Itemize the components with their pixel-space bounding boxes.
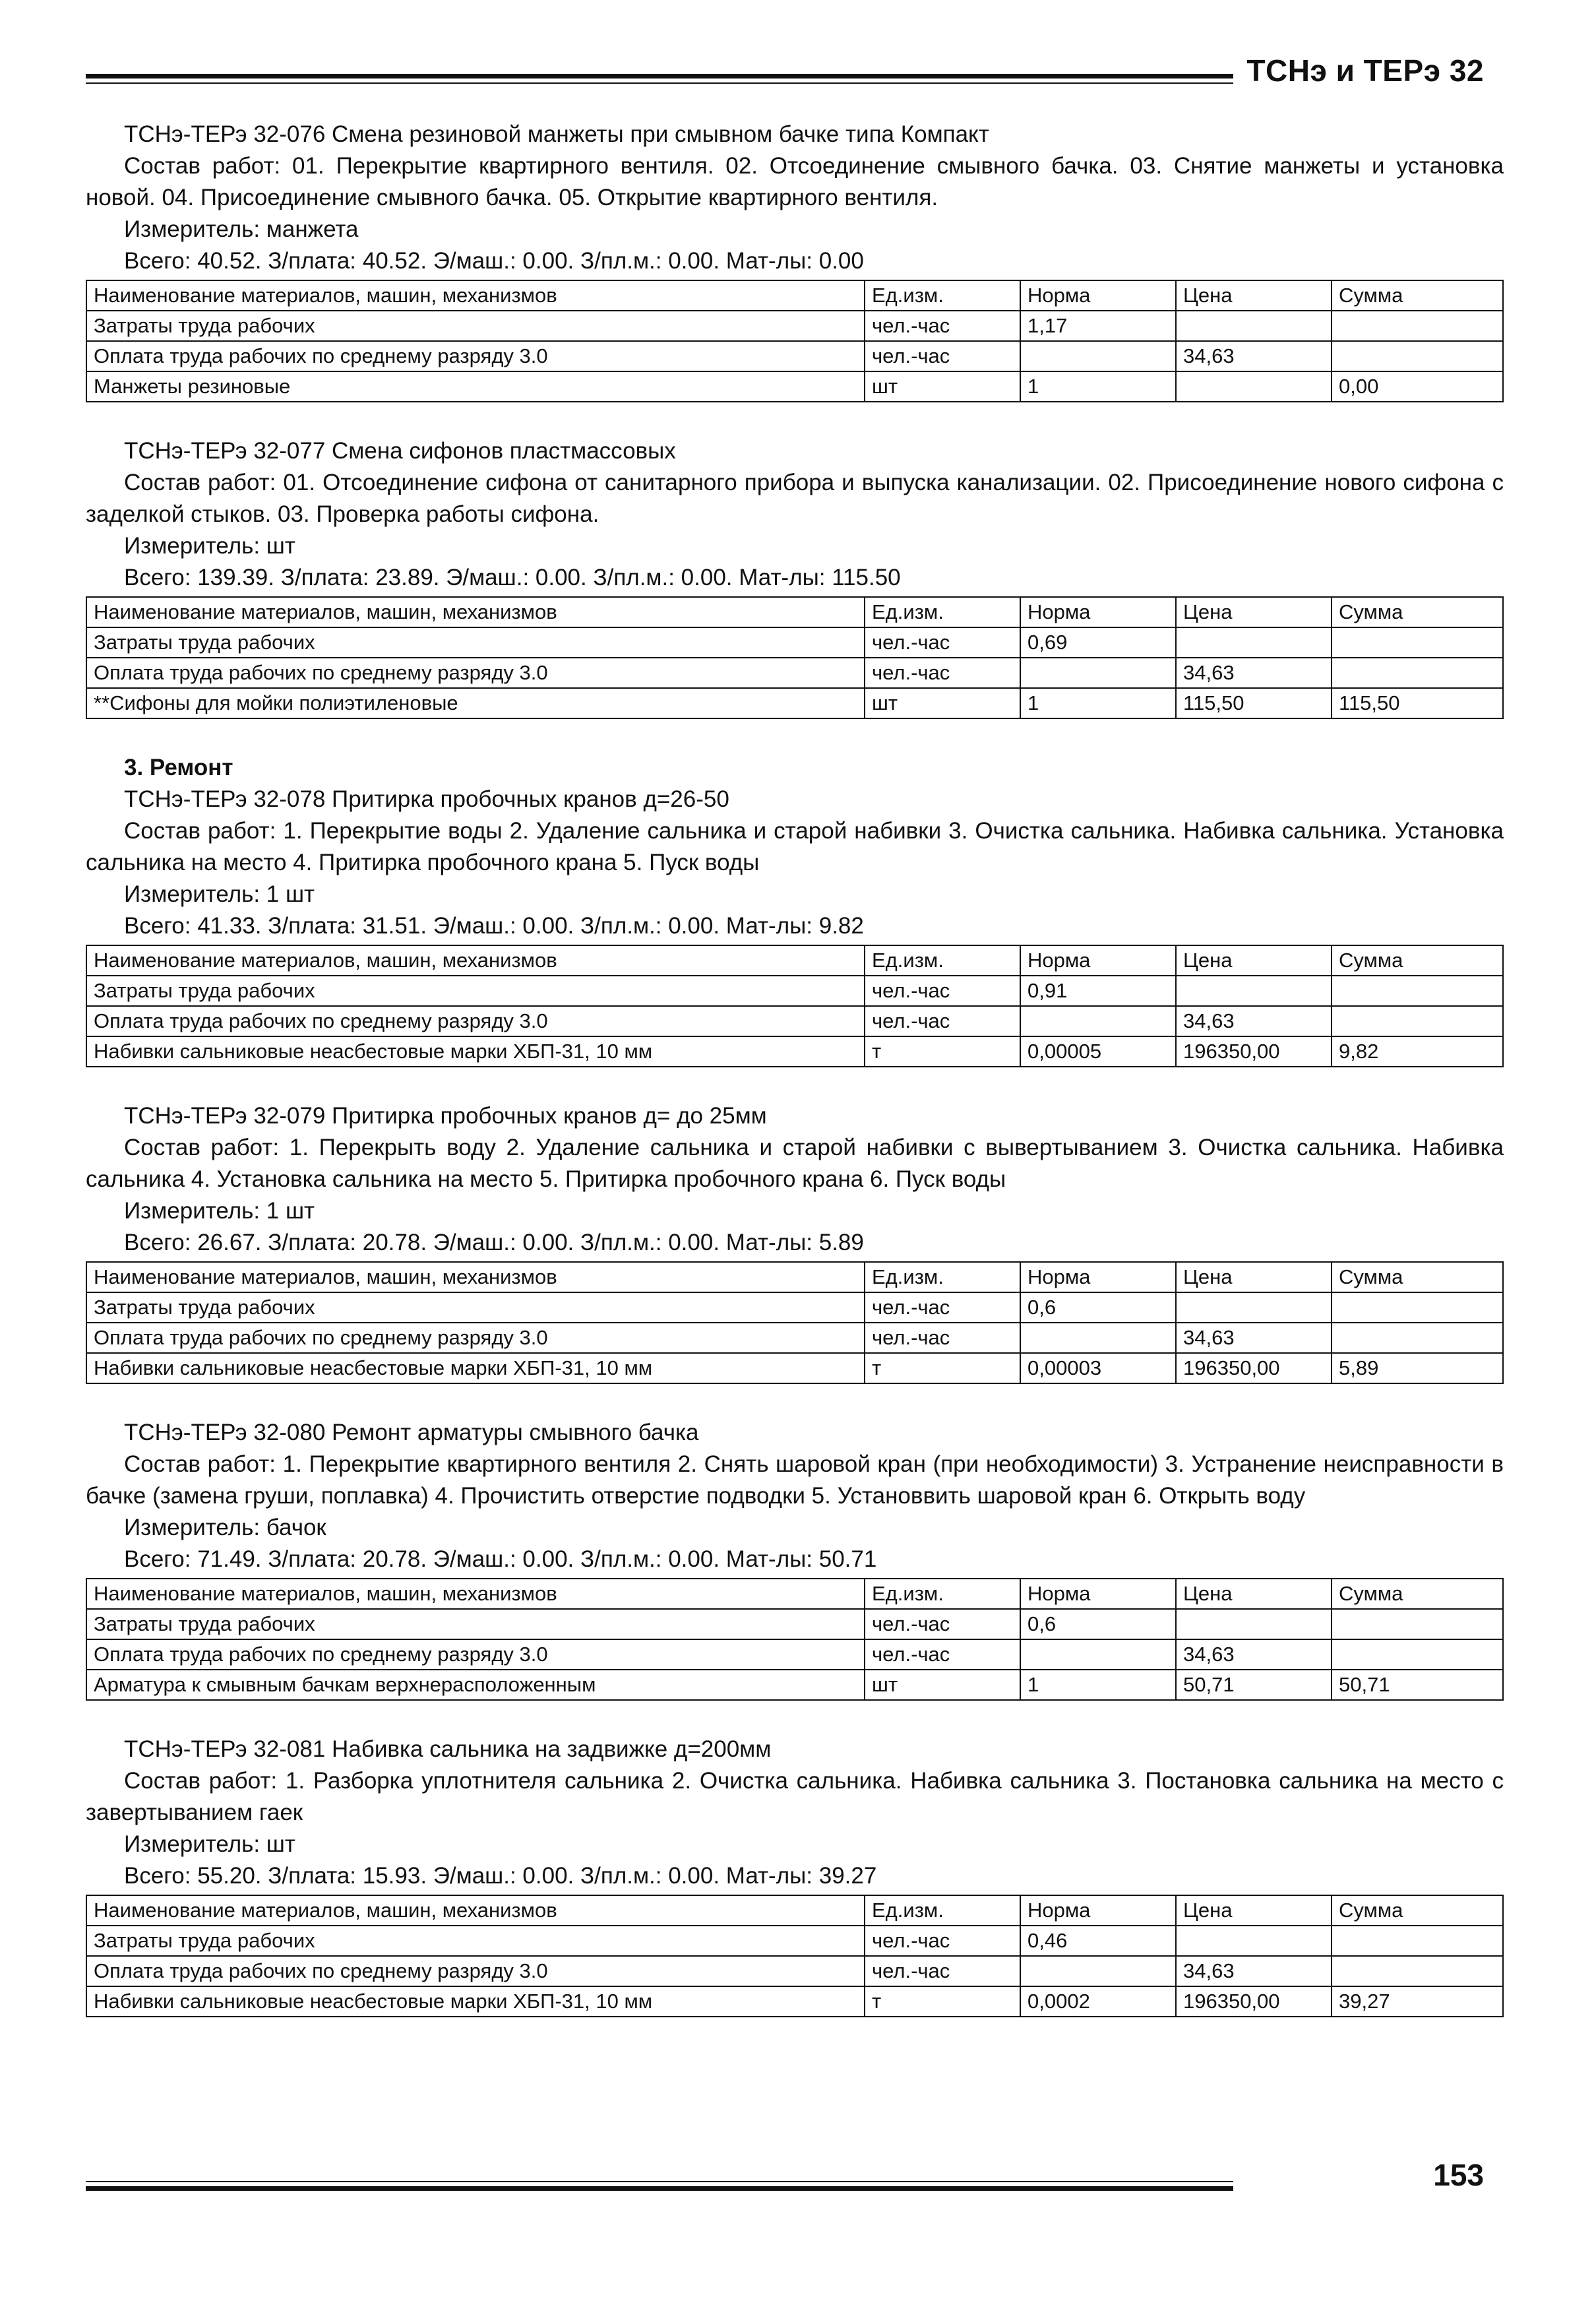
cell-sum: 0,00: [1332, 371, 1503, 402]
cell-unit: чел.-час: [865, 1926, 1020, 1956]
cell-price: 34,63: [1176, 1323, 1332, 1353]
cell-price: [1176, 371, 1332, 402]
cell-norm: 0,0002: [1020, 1986, 1176, 2017]
table-row: [86, 627, 1503, 658]
cell-sum: [1332, 1292, 1503, 1323]
table-header-row: [86, 1579, 1503, 1609]
header-unit: Ед.изм.: [865, 1579, 1020, 1609]
table-row: [86, 1986, 1503, 2017]
table-row: [86, 1956, 1503, 1986]
cell-price: 196350,00: [1176, 1986, 1332, 2017]
table-row: [86, 688, 1503, 718]
measurement-unit: Измеритель: 1 шт: [124, 1198, 315, 1224]
cell-sum: 9,82: [1332, 1036, 1503, 1067]
header-norm: Норма: [1020, 597, 1176, 627]
cell-norm: 0,00003: [1020, 1353, 1176, 1383]
totals-line: Всего: 139.39. З/плата: 23.89. Э/маш.: 0.00. З/пл.м.: 0.00. Мат-лы: 115.50: [124, 565, 901, 590]
cell-name: Арматура к смывным бачкам верхнерасположенным: [86, 1670, 865, 1700]
norms-table: [86, 1895, 1504, 2017]
cell-norm: [1020, 1323, 1176, 1353]
totals-line: Всего: 71.49. З/плата: 20.78. Э/маш.: 0.00. З/пл.м.: 0.00. Мат-лы: 50.71: [124, 1546, 877, 1572]
cell-price: [1176, 976, 1332, 1006]
norms-table: [86, 280, 1504, 402]
table-row: [86, 1609, 1503, 1639]
cell-unit: чел.-час: [865, 1956, 1020, 1986]
cell-name: Набивки сальниковые неасбестовые марки ХБП-31, 10 мм: [86, 1036, 865, 1067]
cell-sum: [1332, 1956, 1503, 1986]
cell-name: Затраты труда рабочих: [86, 976, 865, 1006]
estimate-section: [86, 1734, 1504, 2017]
cell-sum: [1332, 1639, 1503, 1670]
cell-norm: 0,6: [1020, 1609, 1176, 1639]
cell-name: Затраты труда рабочих: [86, 311, 865, 341]
cell-price: 34,63: [1176, 1956, 1332, 1986]
header-name: Наименование материалов, машин, механизмов: [86, 1262, 865, 1292]
table-header-row: [86, 1262, 1503, 1292]
cell-unit: чел.-час: [865, 1006, 1020, 1036]
section-title: ТСНэ-ТЕРэ 32-078 Притирка пробочных кранов д=26-50: [124, 786, 729, 812]
cell-name: Оплата труда рабочих по среднему разряду 3.0: [86, 1323, 865, 1353]
cell-norm: [1020, 1006, 1176, 1036]
cell-sum: [1332, 627, 1503, 658]
cell-sum: 39,27: [1332, 1986, 1503, 2017]
cell-unit: чел.-час: [865, 976, 1020, 1006]
header-norm: Норма: [1020, 945, 1176, 976]
cell-name: Затраты труда рабочих: [86, 1926, 865, 1956]
cell-price: 50,71: [1176, 1670, 1332, 1700]
section-title: ТСНэ-ТЕРэ 32-081 Набивка сальника на задвижке д=200мм: [124, 1736, 772, 1762]
section-title: ТСНэ-ТЕРэ 32-079 Притирка пробочных кранов д= до 25мм: [124, 1103, 767, 1129]
cell-price: [1176, 627, 1332, 658]
section-title: ТСНэ-ТЕРэ 32-077 Смена сифонов пластмассовых: [124, 438, 676, 464]
measurement-unit: Измеритель: бачок: [124, 1515, 326, 1540]
cell-sum: [1332, 311, 1503, 341]
cell-unit: чел.-час: [865, 341, 1020, 371]
cell-unit: шт: [865, 688, 1020, 718]
header-sum: Сумма: [1332, 597, 1503, 627]
header-sum: Сумма: [1332, 1895, 1503, 1926]
cell-unit: т: [865, 1353, 1020, 1383]
cell-sum: [1332, 1323, 1503, 1353]
cell-sum: [1332, 1006, 1503, 1036]
cell-sum: [1332, 341, 1503, 371]
estimate-section: [86, 1100, 1504, 1384]
cell-price: 196350,00: [1176, 1353, 1332, 1383]
cell-unit: т: [865, 1036, 1020, 1067]
norms-table: [86, 1261, 1504, 1384]
cell-sum: 115,50: [1332, 688, 1503, 718]
measurement-unit: Измеритель: шт: [124, 533, 295, 559]
table-header-row: [86, 1895, 1503, 1926]
table-row: [86, 311, 1503, 341]
cell-unit: чел.-час: [865, 1609, 1020, 1639]
page-content: [86, 119, 1504, 2050]
table-row: [86, 658, 1503, 688]
work-composition: Состав работ: 1. Перекрытие воды 2. Удаление сальника и старой набивки 3. Очистка сальника. Набивка сальника. Установка сальника на место 4. Притирка пробочного крана 5. Пуск воды: [86, 818, 1504, 875]
header-unit: Ед.изм.: [865, 597, 1020, 627]
cell-unit: чел.-час: [865, 1323, 1020, 1353]
cell-sum: [1332, 1926, 1503, 1956]
measurement-unit: Измеритель: манжета: [124, 216, 359, 242]
header-price: Цена: [1176, 1262, 1332, 1292]
cell-unit: чел.-час: [865, 658, 1020, 688]
table-row: [86, 341, 1503, 371]
header-norm: Норма: [1020, 1579, 1176, 1609]
cell-name: Затраты труда рабочих: [86, 1609, 865, 1639]
totals-line: Всего: 26.67. З/плата: 20.78. Э/маш.: 0.00. З/пл.м.: 0.00. Мат-лы: 5.89: [124, 1230, 864, 1255]
cell-price: 34,63: [1176, 1639, 1332, 1670]
header-unit: Ед.изм.: [865, 1262, 1020, 1292]
work-composition: Состав работ: 1. Перекрытие квартирного вентиля 2. Снять шаровой кран (при необходимости) 3. Устранение неисправности в бачке (замена груши, поплавка) 4. Прочистить отверстие подводки 5. Установвить шаровой кран 6. Открыть воду: [86, 1451, 1504, 1509]
table-row: [86, 1036, 1503, 1067]
cell-price: [1176, 1926, 1332, 1956]
norms-table: [86, 945, 1504, 1067]
cell-norm: [1020, 1956, 1176, 1986]
header-norm: Норма: [1020, 280, 1176, 311]
cell-name: Манжеты резиновые: [86, 371, 865, 402]
page-header: [0, 0, 1596, 132]
header-name: Наименование материалов, машин, механизмов: [86, 1895, 865, 1926]
table-row: [86, 1292, 1503, 1323]
header-sum: Сумма: [1332, 280, 1503, 311]
cell-sum: [1332, 1609, 1503, 1639]
work-composition: Состав работ: 1. Перекрыть воду 2. Удаление сальника и старой набивки с вывертыванием 3. Очистка сальника. Набивка сальника 4. Установка сальника на место 5. Притирка пробочного крана 6. Пуск воды: [86, 1135, 1504, 1192]
header-name: Наименование материалов, машин, механизмов: [86, 945, 865, 976]
work-composition: Состав работ: 01. Отсоединение сифона от санитарного прибора и выпуска канализации. 02. Присоединение нового сифона с заделкой стыков. 03. Проверка работы сифона.: [86, 470, 1504, 527]
header-sum: Сумма: [1332, 1579, 1503, 1609]
cell-unit: чел.-час: [865, 311, 1020, 341]
table-header-row: [86, 280, 1503, 311]
totals-line: Всего: 40.52. З/плата: 40.52. Э/маш.: 0.00. З/пл.м.: 0.00. Мат-лы: 0.00: [124, 248, 864, 274]
cell-name: Оплата труда рабочих по среднему разряду 3.0: [86, 1006, 865, 1036]
header-name: Наименование материалов, машин, механизмов: [86, 280, 865, 311]
cell-name: Оплата труда рабочих по среднему разряду 3.0: [86, 1639, 865, 1670]
cell-sum: 50,71: [1332, 1670, 1503, 1700]
cell-unit: шт: [865, 371, 1020, 402]
running-head: ТСНэ и ТЕРэ 32: [1246, 53, 1484, 88]
header-unit: Ед.изм.: [865, 945, 1020, 976]
cell-price: [1176, 311, 1332, 341]
header-price: Цена: [1176, 1895, 1332, 1926]
cell-norm: 1,17: [1020, 311, 1176, 341]
cell-price: 34,63: [1176, 1006, 1332, 1036]
cell-price: [1176, 1292, 1332, 1323]
cell-norm: 1: [1020, 688, 1176, 718]
cell-norm: 0,46: [1020, 1926, 1176, 1956]
section-title: ТСНэ-ТЕРэ 32-076 Смена резиновой манжеты при смывном бачке типа Компакт: [124, 121, 989, 147]
cell-name: Затраты труда рабочих: [86, 627, 865, 658]
header-name: Наименование материалов, машин, механизмов: [86, 597, 865, 627]
header-rule: [86, 74, 1233, 84]
table-row: [86, 1926, 1503, 1956]
header-unit: Ед.изм.: [865, 280, 1020, 311]
cell-name: Оплата труда рабочих по среднему разряду 3.0: [86, 1956, 865, 1986]
header-price: Цена: [1176, 945, 1332, 976]
cell-norm: [1020, 658, 1176, 688]
cell-norm: 1: [1020, 371, 1176, 402]
totals-line: Всего: 41.33. З/плата: 31.51. Э/маш.: 0.00. З/пл.м.: 0.00. Мат-лы: 9.82: [124, 913, 864, 939]
cell-norm: [1020, 1639, 1176, 1670]
measurement-unit: Измеритель: 1 шт: [124, 881, 315, 907]
header-price: Цена: [1176, 280, 1332, 311]
table-row: [86, 1353, 1503, 1383]
cell-name: Оплата труда рабочих по среднему разряду 3.0: [86, 341, 865, 371]
footer-rule: [86, 2177, 1233, 2191]
section-title: ТСНэ-ТЕРэ 32-080 Ремонт арматуры смывного бачка: [124, 1420, 699, 1445]
estimate-section: [86, 784, 1504, 1067]
cell-name: Набивки сальниковые неасбестовые марки ХБП-31, 10 мм: [86, 1986, 865, 2017]
norms-table: [86, 1578, 1504, 1701]
chapter-heading: 3. Ремонт: [124, 755, 233, 780]
cell-norm: 1: [1020, 1670, 1176, 1700]
cell-unit: т: [865, 1986, 1020, 2017]
table-row: [86, 1323, 1503, 1353]
header-sum: Сумма: [1332, 945, 1503, 976]
cell-norm: [1020, 341, 1176, 371]
cell-sum: 5,89: [1332, 1353, 1503, 1383]
cell-unit: чел.-час: [865, 627, 1020, 658]
header-norm: Норма: [1020, 1262, 1176, 1292]
cell-price: 115,50: [1176, 688, 1332, 718]
cell-sum: [1332, 658, 1503, 688]
header-sum: Сумма: [1332, 1262, 1503, 1292]
page-footer: [0, 2151, 1596, 2230]
header-price: Цена: [1176, 1579, 1332, 1609]
estimate-section: [86, 435, 1504, 719]
table-row: [86, 371, 1503, 402]
cell-price: 196350,00: [1176, 1036, 1332, 1067]
measurement-unit: Измеритель: шт: [124, 1831, 295, 1857]
work-composition: Состав работ: 1. Разборка уплотнителя сальника 2. Очистка сальника. Набивка сальника 3. Постановка сальника на место с завертыванием гаек: [86, 1768, 1504, 1825]
totals-line: Всего: 55.20. З/плата: 15.93. Э/маш.: 0.00. З/пл.м.: 0.00. Мат-лы: 39.27: [124, 1863, 877, 1889]
table-row: [86, 976, 1503, 1006]
cell-unit: чел.-час: [865, 1292, 1020, 1323]
work-composition: Состав работ: 01. Перекрытие квартирного вентиля. 02. Отсоединение смывного бачка. 03. Снятие манжеты и установка новой. 04. Присоединение смывного бачка. 05. Открытие квартирного вентиля.: [86, 153, 1504, 210]
estimate-section: [86, 119, 1504, 402]
estimate-section: [86, 1417, 1504, 1701]
header-price: Цена: [1176, 597, 1332, 627]
cell-sum: [1332, 976, 1503, 1006]
cell-norm: 0,69: [1020, 627, 1176, 658]
header-norm: Норма: [1020, 1895, 1176, 1926]
cell-unit: чел.-час: [865, 1639, 1020, 1670]
table-row: [86, 1006, 1503, 1036]
cell-price: [1176, 1609, 1332, 1639]
cell-name: Набивки сальниковые неасбестовые марки ХБП-31, 10 мм: [86, 1353, 865, 1383]
header-unit: Ед.изм.: [865, 1895, 1020, 1926]
cell-price: 34,63: [1176, 658, 1332, 688]
cell-name: Затраты труда рабочих: [86, 1292, 865, 1323]
table-row: [86, 1670, 1503, 1700]
table-header-row: [86, 945, 1503, 976]
cell-norm: 0,91: [1020, 976, 1176, 1006]
cell-name: **Сифоны для мойки полиэтиленовые: [86, 688, 865, 718]
page-number: 153: [1433, 2158, 1484, 2192]
table-row: [86, 1639, 1503, 1670]
cell-price: 34,63: [1176, 341, 1332, 371]
table-header-row: [86, 597, 1503, 627]
cell-norm: 0,00005: [1020, 1036, 1176, 1067]
cell-norm: 0,6: [1020, 1292, 1176, 1323]
norms-table: [86, 596, 1504, 719]
header-name: Наименование материалов, машин, механизмов: [86, 1579, 865, 1609]
cell-name: Оплата труда рабочих по среднему разряду 3.0: [86, 658, 865, 688]
cell-unit: шт: [865, 1670, 1020, 1700]
